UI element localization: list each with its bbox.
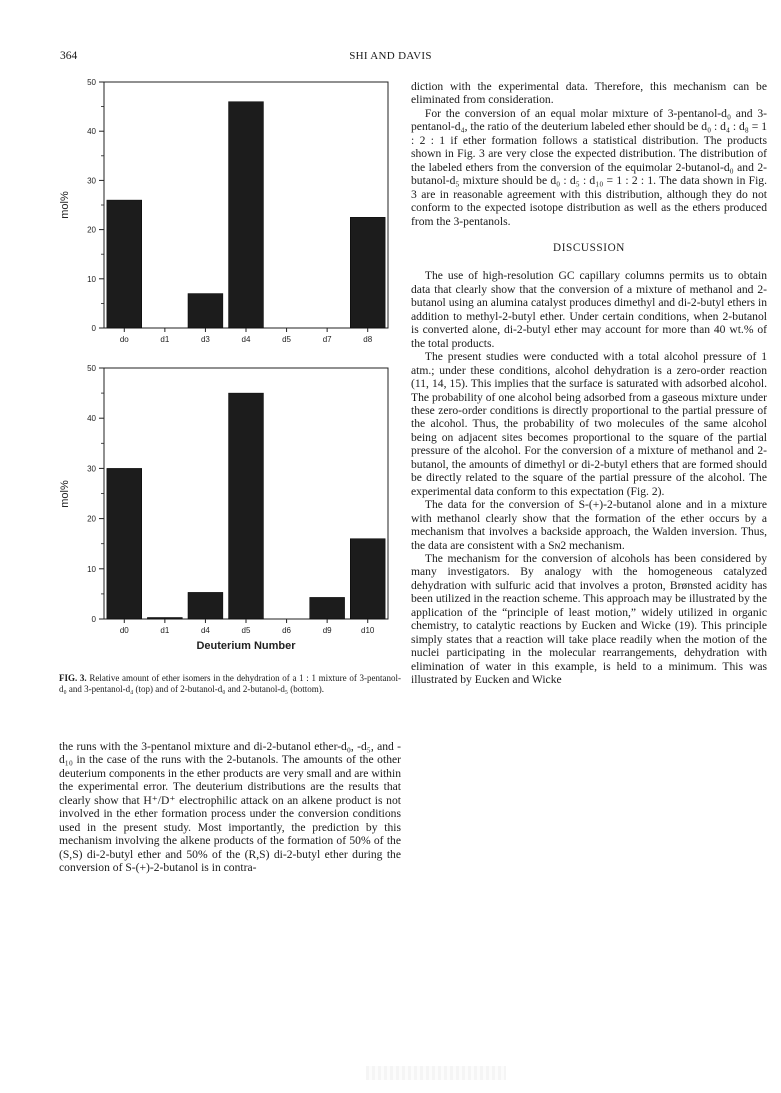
- y-tick-label: 0: [91, 324, 96, 333]
- bar-d5: [229, 393, 264, 619]
- bar-d9: [310, 597, 345, 619]
- paragraph: The present studies were conducted with a total alcohol pressure of 1 atm.; under these conditions, alcohol dehydration is a zero-order reaction (11, 14, 15). This implies that the surface is saturated with adsorbed alcohol. The probability of one alcohol being adsorbed from a gaseous mixture under these zero-order conditions is directly proportional to the partial pressure of the alcohol. Thus, the probability of two molecules of the same alcohol being on adjacent sites becomes proportional to the square of the partial pressure of the alcohol. For the conversion of a mixture of methanol and 2-butanol, the amounts of dimethyl or di-2-butyl ethers that are formed should be directly related to the square of the partial pressure of the alcohol. The experimental data conform to this expectation (Fig. 2).: [411, 350, 767, 498]
- chart-top: [59, 78, 388, 344]
- paragraph: For the conversion of an equal molar mixture of 3-pentanol-d₀ and 3-pentanol-d₄, the ratio of the deuterium labeled ether should be d₀ : d₄ : d₈ = 1 : 2 : 1 if ether formation follows a statistical distribution. The products shown in Fig. 3 are very close the expected distribution. The distribution of the labeled ethers from the conversion of the equimolar 2-butanol-d₀ and 2-butanol-d₅ mixture should be d₀ : d₅ : d₁₀ = 1 : 2 : 1. The data shown in Fig. 3 are in reasonable agreement with this distribution, although they do not conform to the expected isotope distribution as well as the ethers produced from the 3-pentanols.: [411, 106, 767, 228]
- x-tick-label: d4: [200, 626, 210, 635]
- y-tick-label: 10: [87, 274, 96, 284]
- x-tick-label: d6: [282, 626, 292, 635]
- x-axis-label: Deuterium Number: [196, 640, 296, 652]
- section-heading: DISCUSSION: [553, 241, 625, 254]
- x-tick-label: d5: [241, 626, 251, 635]
- bar-d4: [188, 592, 223, 619]
- bar-d3: [188, 294, 223, 328]
- bar-d8: [350, 217, 385, 328]
- bar-d1: [147, 617, 182, 619]
- x-tick-label: d4: [241, 335, 251, 344]
- bar-d10: [350, 539, 385, 619]
- bar-do: [107, 200, 142, 328]
- x-tick-label: d8: [363, 335, 373, 344]
- x-tick-label: d1: [160, 335, 170, 344]
- y-tick-label: 40: [87, 127, 96, 137]
- paragraph: The use of high-resolution GC capillary columns permits us to obtain data that clearly show that the conversion of a mixture of methanol and 2-butanol using an alumina catalyst produces dimethyl and di-2-butyl ethers in addition to methyl-2-butyl ether. Under certain conditions, when 2-butanol is converted alone, di-2-butyl ether may account for more than 40 wt.% of the total products.: [411, 269, 767, 350]
- bar-d4: [229, 102, 264, 328]
- running-head: SHI AND DAVIS: [349, 50, 432, 62]
- scan-mark: [366, 1066, 506, 1080]
- figure-caption: [59, 673, 401, 695]
- y-tick-label: 10: [87, 564, 96, 574]
- y-tick-label: 50: [87, 78, 96, 87]
- y-tick-label: 30: [87, 464, 96, 474]
- paragraph: diction with the experimental data. Therefore, this mechanism can be eliminated from consideration.: [411, 80, 767, 107]
- y-tick-label: 20: [87, 225, 96, 235]
- y-axis-label: mol%: [59, 191, 71, 219]
- y-tick-label: 0: [91, 615, 96, 624]
- right-column: [411, 80, 767, 686]
- left-column: [59, 740, 401, 875]
- y-axis-label: mol%: [59, 480, 71, 508]
- x-tick-label: d9: [322, 626, 332, 635]
- y-tick-label: 30: [87, 176, 96, 186]
- y-tick-label: 40: [87, 414, 96, 424]
- x-tick-label: d5: [282, 335, 292, 344]
- bar-d0: [107, 468, 142, 619]
- x-tick-label: d7: [322, 335, 332, 344]
- paragraph: The data for the conversion of S-(+)-2-butanol alone and in a mixture with methanol clearly show that the formation of the ether occurs by a mechanism that involves a backside approach, the Walden inversion. Thus, the data are consistent with a Sɴ2 mechanism.: [411, 498, 767, 552]
- x-tick-label: d0: [119, 626, 129, 635]
- y-tick-label: 20: [87, 514, 96, 524]
- paragraph: the runs with the 3-pentanol mixture and di-2-butanol ether-d₀, -d₅, and -d₁₀ in the case of the runs with the 2-butanols. The amounts of the other deuterium components in the ether products are very small and are within the experimental error. The deuterium distributions are the results that clearly show that H⁺/D⁺ electrophilic attack on an alkene product is not involved in the ether formation process under the conversion conditions used in the present study. Most importantly, the prediction by this mechanism involving the alkene products of the formation of 50% of the (S,S) di-2-butyl ether and 50% of the (R,S) di-2-butyl ether during the conversion of S-(+)-2-butanol is in contra-: [59, 740, 401, 875]
- x-tick-label: d10: [361, 626, 375, 635]
- page-number: 364: [60, 50, 78, 62]
- paragraph: The mechanism for the conversion of alcohols has been considered by many investigators. By analogy with the homogeneous catalyzed dehydration with sulfuric acid that involves a proton, Brønsted acidity has been utilized in the reaction scheme. This approach may be illustrated by the application of the “principle of least motion,” widely utilized in organic chemistry, to catalytic reactions by Eucken and Wicke (19). This principle simply states that a reaction will take place readily when the motion of the nuclei participating in the molecular rearrangements, dehydration with elimination of water in this example, is held to a minimum. This was illustrated by Eucken and Wicke: [411, 551, 767, 687]
- x-tick-label: d1: [160, 626, 170, 635]
- x-tick-label: do: [119, 335, 129, 344]
- caption-text: Relative amount of ether isomers in the dehydration of a 1 : 1 mixture of 3-pentanol-d₀ and 3-pentanol-d₄ (top) and of 2-butanol-d₀ and 2-butanol-d₅ (bottom).: [59, 673, 401, 694]
- y-tick-label: 50: [87, 364, 96, 373]
- chart-bottom: [59, 364, 388, 652]
- figure-3: [50, 70, 400, 670]
- caption-label: FIG. 3.: [59, 673, 87, 683]
- x-tick-label: d3: [200, 335, 210, 344]
